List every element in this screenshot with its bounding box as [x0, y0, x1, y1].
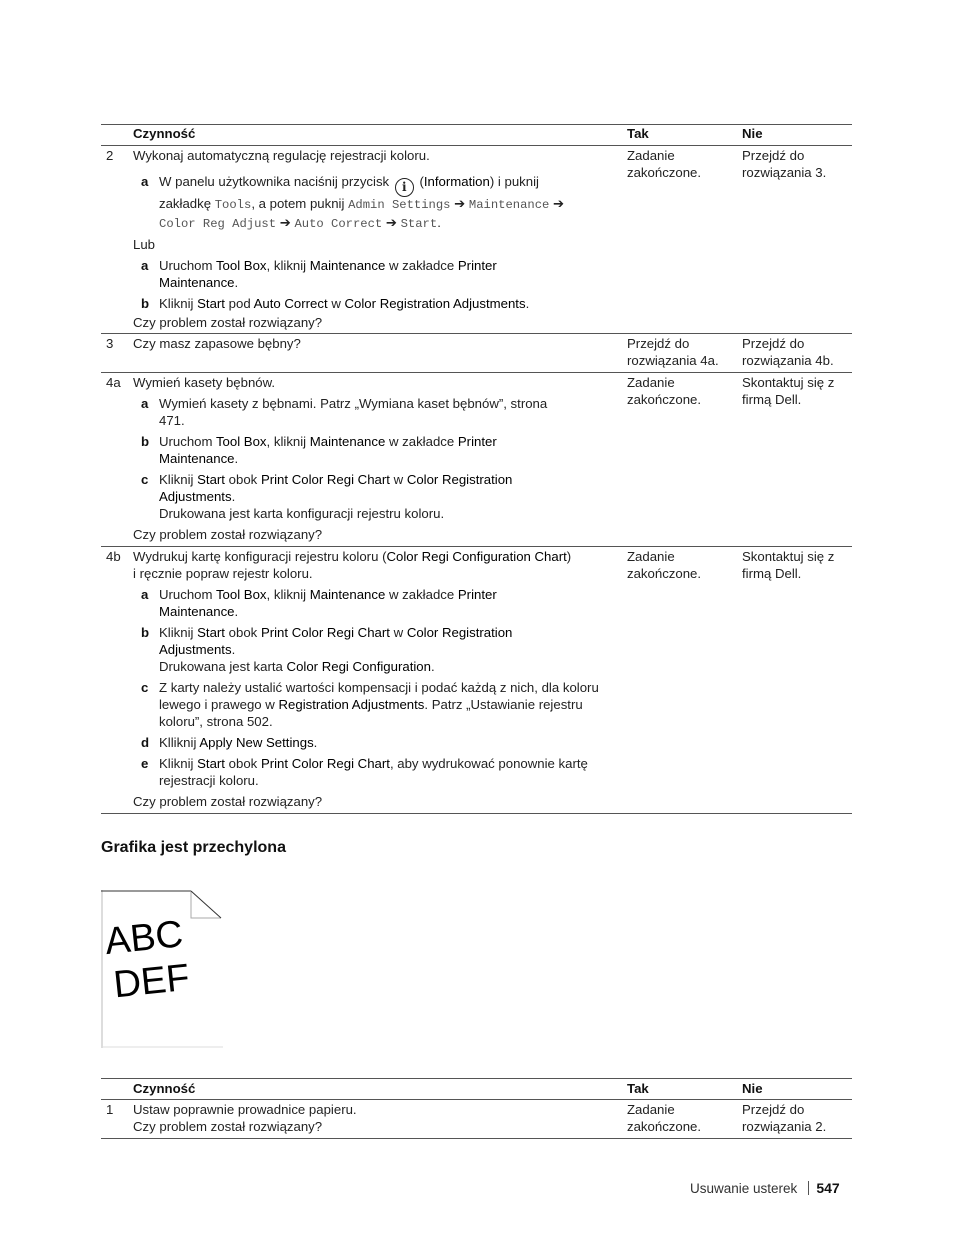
row-number: 4a [106, 375, 121, 390]
step-label: d [141, 735, 150, 750]
step-text: Kliknij [159, 756, 194, 771]
menu-color-reg-adjust: Color Reg Adjust [159, 217, 277, 231]
page-footer [690, 1180, 840, 1197]
table1-header-rule [101, 145, 852, 146]
step-a: a Uruchom Tool Box, kliknij Maintenance w zakładce Printer Maintenance. [141, 587, 497, 619]
step-a [133, 395, 619, 429]
step-text: w [393, 472, 404, 487]
auto-correct-label: Auto Correct [253, 296, 328, 311]
printer-label: Printer [457, 258, 497, 273]
table1-bottom-rule [101, 813, 852, 814]
step-text: ) [566, 549, 572, 564]
step-label: a [141, 174, 149, 189]
row-divider [101, 333, 852, 334]
print-color-regi-chart-label: Print Color Regi Chart [260, 472, 390, 487]
row-intro: Wykonaj automatyczną regulację rejestracji koloru. [133, 148, 430, 163]
step-a: a W panelu użytkownika naciśnij przycisk i (Information) i puknij [133, 171, 619, 192]
figure-text-line2: DEF [111, 956, 192, 1007]
step-e [133, 755, 619, 789]
step-text: zakładkę [159, 196, 212, 211]
row-intro [133, 548, 619, 582]
skewed-print-illustration [101, 890, 223, 1048]
start-label: Start [197, 756, 225, 771]
color-regi-configuration-label: Color Regi Configuration [286, 659, 431, 674]
table2-header-yes: Tak [627, 1081, 649, 1096]
step-label: c [141, 680, 149, 695]
arrow-icon: ➔ [553, 196, 565, 211]
step-label: b [141, 296, 150, 311]
step-text: obok [228, 625, 258, 640]
adjustments-label: Adjustments [159, 489, 232, 504]
maintenance-label: Maintenance [309, 434, 386, 449]
table1-header-action: Czynność [133, 126, 196, 141]
maintenance-label: Maintenance [159, 451, 235, 466]
row-question: Czy problem został rozwiązany? [133, 794, 323, 809]
step-text: w zakładce [388, 434, 455, 449]
page-number: 547 [816, 1180, 840, 1196]
color-registration-label: Color Registration [406, 625, 513, 640]
page-fold-edge [191, 891, 221, 918]
menu-auto-correct: Auto Correct [294, 217, 383, 231]
step-text: obok [228, 472, 258, 487]
row-intro: Wymień kasety bębnów. [133, 375, 276, 390]
step-label: a [141, 396, 149, 411]
arrow-icon: ➔ [279, 215, 291, 230]
step-text: , kliknij [266, 587, 307, 602]
step-text: w [331, 296, 341, 311]
step-c: c Kliknij Start obok Print Color Regi Chart w Color Registration Adjustments. Drukowana jest karta konfiguracji rejestru koloru. [141, 472, 513, 521]
step-label: a [141, 258, 149, 273]
step-text: Klliknij [159, 735, 197, 750]
skewed-text-group [103, 913, 192, 1007]
apply-new-settings-label: Apply New Settings [199, 735, 314, 750]
arrow-icon: ➔ [385, 215, 397, 230]
row-line: Ustaw poprawnie prowadnice papieru. [133, 1102, 357, 1117]
step-text: , kliknij [266, 434, 307, 449]
print-color-regi-chart-label: Print Color Regi Chart [260, 625, 390, 640]
row-divider [101, 372, 852, 373]
step-text: Kliknij [159, 472, 194, 487]
row-no-result: Przejdź do rozwiązania 4b. [742, 336, 834, 368]
color-registration-adjustments-label: Color Registration Adjustments [344, 296, 526, 311]
step-a-path: zakładkę Tools, a potem puknij Admin Settings ➔ Maintenance ➔ Color Reg Adjust ➔ Auto Correct ➔ Start. [159, 196, 565, 231]
step-b: b Kliknij Start pod Auto Correct w Color Registration Adjustments. [141, 296, 530, 311]
start-label: Start [197, 296, 225, 311]
menu-maintenance: Maintenance [468, 198, 550, 212]
footer-section-name: Usuwanie usterek [690, 1181, 798, 1196]
step-text: obok [228, 756, 258, 771]
row2-steps [133, 171, 619, 312]
step-label: b [141, 625, 150, 640]
row-no-result: Przejdź do rozwiązania 2. [742, 1102, 827, 1134]
row4a-steps [133, 395, 619, 522]
maintenance-label: Maintenance [309, 587, 386, 602]
start-label: Start [197, 472, 225, 487]
printer-label: Printer [457, 434, 497, 449]
step-b: b Uruchom Tool Box, kliknij Maintenance w zakładce Printer Maintenance. [141, 434, 497, 466]
row-number: 1 [106, 1102, 114, 1117]
row-no-result: Skontaktuj się z firmą Dell. [742, 549, 835, 581]
table2-header-action: Czynność [133, 1081, 196, 1096]
footer-separator [808, 1181, 809, 1195]
row-text: Czy masz zapasowe bębny? [133, 336, 301, 351]
row-yes-result: Zadanie zakończone. [627, 549, 702, 581]
step-b: b Kliknij Start obok Print Color Regi Chart w Color Registration Adjustments. Drukowana jest karta Color Regi Configuration. [141, 625, 513, 674]
step-label: b [141, 434, 150, 449]
arrow-icon: ➔ [454, 196, 466, 211]
printer-label: Printer [457, 587, 497, 602]
information-label: Information [423, 174, 490, 189]
step-label: e [141, 756, 149, 771]
adjustments-label: Adjustments [159, 642, 232, 657]
section-title: Grafika jest przechylona [101, 839, 286, 856]
print-color-regi-chart-label: Print Color Regi Chart [260, 756, 390, 771]
table2-bottom-rule [101, 1138, 852, 1139]
step-text: . Patrz „Ustawianie rejestru koloru”, strona 502. [159, 697, 583, 729]
registration-adjustments-label: Registration Adjustments [278, 697, 425, 712]
step-text: Drukowana jest karta [159, 659, 283, 674]
row-number: 3 [106, 336, 114, 351]
table2-top-rule [101, 1078, 852, 1079]
step-text: Wydrukuj kartę konfiguracji rejestru koloru ( [133, 549, 387, 564]
start-label: Start [197, 625, 225, 640]
color-regi-configuration-chart-label: Color Regi Configuration Chart [386, 549, 567, 564]
step-text: w zakładce [388, 258, 455, 273]
tool-box-label: Tool Box [215, 434, 267, 449]
row-number: 2 [106, 148, 114, 163]
step-label: c [141, 472, 149, 487]
row-question: Czy problem został rozwiązany? [133, 527, 323, 542]
table1-header-yes: Tak [627, 126, 649, 141]
step-text: , kliknij [266, 258, 307, 273]
row-divider [101, 546, 852, 547]
step-c [133, 679, 619, 730]
row-number: 4b [106, 549, 121, 564]
table2-header-no: Nie [742, 1081, 763, 1096]
step-text: w [393, 625, 404, 640]
row-yes-result: Zadanie zakończone. [627, 148, 702, 180]
step-text: pod [228, 296, 251, 311]
row-yes-result: Zadanie zakończone. [627, 1102, 702, 1134]
step-text: i puknij [497, 174, 539, 189]
step-text: W panelu użytkownika naciśnij przycisk [159, 174, 390, 189]
step-text: Kliknij [159, 296, 194, 311]
step-text: Wymień kasety z bębnami. Patrz „Wymiana kaset bębnów”, strona 471. [159, 396, 548, 428]
step-text: Z karty należy ustalić wartości kompensacji i podać każdą z nich, dla koloru lewego i prawego w [159, 680, 599, 712]
step-a-alt: a Uruchom Tool Box, kliknij Maintenance w zakładce Printer Maintenance. [141, 258, 497, 290]
figure-text-line1: ABC [102, 913, 186, 964]
table1-top-rule [101, 124, 852, 125]
row-text [133, 1101, 619, 1135]
menu-admin-settings: Admin Settings [348, 198, 451, 212]
step-text: , aby wydrukować ponownie kartę rejestracji koloru. [159, 756, 588, 788]
info-icon: i [395, 178, 414, 197]
step-text: i ręcznie popraw rejestr koloru. [133, 566, 313, 581]
color-registration-label: Color Registration [406, 472, 513, 487]
step-text: Uruchom [159, 434, 213, 449]
table1-header-no: Nie [742, 126, 763, 141]
step-d: d Klliknij Apply New Settings. [141, 735, 318, 750]
maintenance-label: Maintenance [309, 258, 386, 273]
row-yes-result: Zadanie zakończone. [627, 375, 702, 407]
maintenance-label: Maintenance [159, 275, 235, 290]
step-text: Uruchom [159, 258, 213, 273]
menu-start: Start [400, 217, 438, 231]
row-question: Czy problem został rozwiązany? [133, 1119, 323, 1134]
maintenance-label: Maintenance [159, 604, 235, 619]
step-text: Uruchom [159, 587, 213, 602]
step-text: Drukowana jest karta konfiguracji rejestru koloru. [159, 506, 445, 521]
row4b-steps [133, 586, 619, 789]
row-no-result: Przejdź do rozwiązania 3. [742, 148, 827, 180]
row-question: Czy problem został rozwiązany? [133, 315, 323, 330]
tool-box-label: Tool Box [215, 587, 267, 602]
or-label: Lub [133, 237, 156, 252]
row-yes-result: Przejdź do rozwiązania 4a. [627, 336, 719, 368]
menu-tools: Tools [214, 198, 252, 212]
step-text: , a potem puknij [251, 196, 345, 211]
table2-header-rule [101, 1099, 852, 1100]
step-text: Kliknij [159, 625, 194, 640]
row-no-result: Skontaktuj się z firmą Dell. [742, 375, 835, 407]
tool-box-label: Tool Box [215, 258, 267, 273]
step-label: a [141, 587, 149, 602]
step-text: w zakładce [388, 587, 455, 602]
